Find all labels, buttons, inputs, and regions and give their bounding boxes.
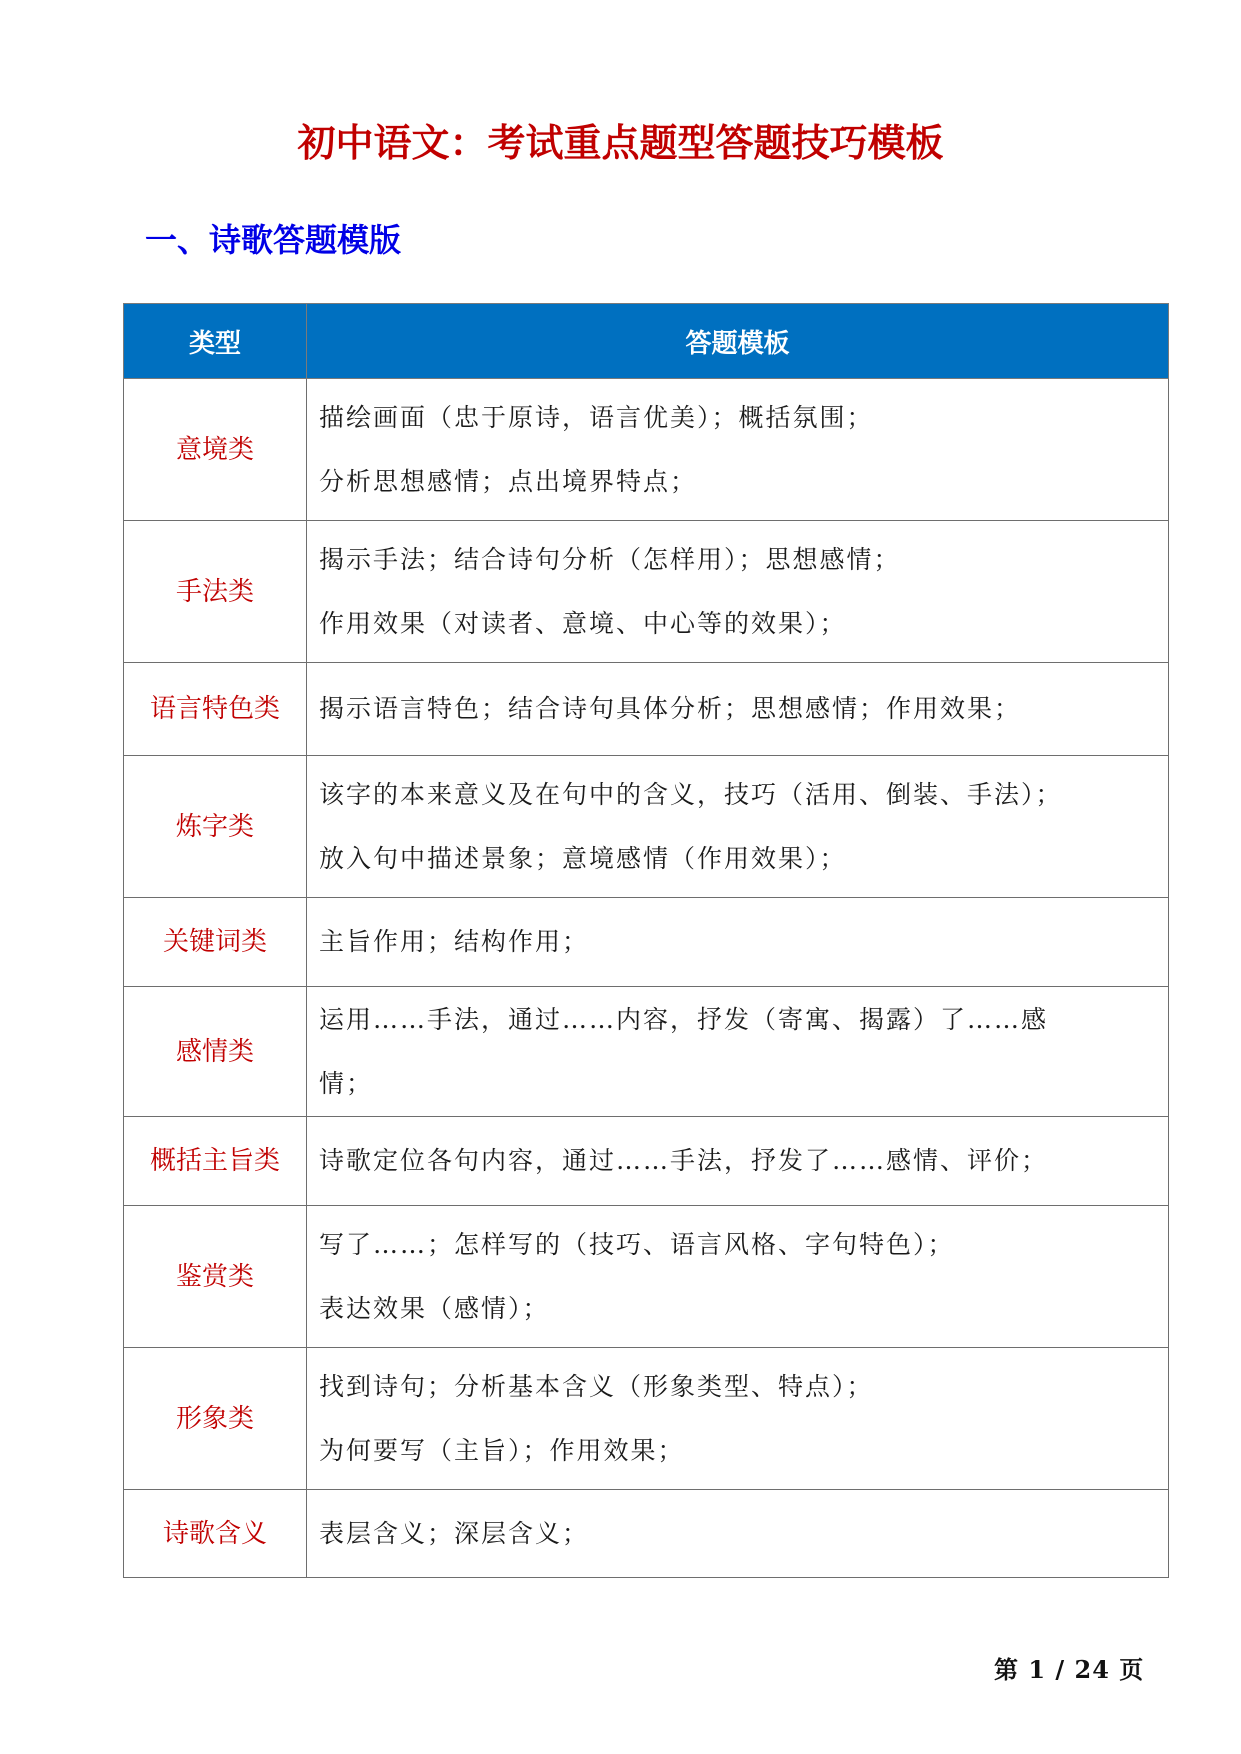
- row-content: [307, 898, 1169, 987]
- content-line: 揭示手法；结合诗句分析（怎样用）；思想感情；: [319, 544, 901, 574]
- row-type: 语言特色类: [124, 663, 307, 756]
- table-row: [124, 1117, 1169, 1206]
- row-type: 形象类: [124, 1348, 307, 1490]
- content-line: 揭示语言特色；结合诗句具体分析；思想感情；作用效果；: [319, 694, 1022, 723]
- table-row: [124, 898, 1169, 987]
- header-template: 答题模板: [307, 304, 1169, 379]
- table-row: [124, 1206, 1169, 1348]
- row-type: 诗歌含义: [124, 1490, 307, 1578]
- row-type: 关键词类: [124, 898, 307, 987]
- table-row: [124, 987, 1169, 1117]
- row-content: [307, 1490, 1169, 1578]
- row-type: 炼字类: [124, 756, 307, 898]
- section-title: 一、诗歌答题模版: [145, 221, 402, 259]
- row-content: [307, 1206, 1169, 1348]
- table-row: [124, 1490, 1169, 1578]
- content-line: 找到诗句；分析基本含义（形象类型、特点）；: [319, 1371, 874, 1401]
- content-line: 诗歌定位各句内容，通过……手法，抒发了……感情、评价；: [319, 1146, 1049, 1175]
- content-line: 情；: [319, 1068, 374, 1098]
- row-type: 鉴赏类: [124, 1206, 307, 1348]
- page-number: 第 1 / 24 页: [994, 1655, 1145, 1684]
- table-header-row: [124, 304, 1169, 379]
- table-row: [124, 521, 1169, 663]
- content-line: 运用……手法，通过……内容，抒发（寄寓、揭露）了……感: [319, 1004, 1049, 1034]
- row-type: 意境类: [124, 379, 307, 521]
- table-row: [124, 379, 1169, 521]
- row-type: 感情类: [124, 987, 307, 1117]
- answer-template-table: [123, 303, 1169, 1578]
- table-row: [124, 756, 1169, 898]
- row-type: 手法类: [124, 521, 307, 663]
- document-title: 初中语文：考试重点题型答题技巧模板: [297, 120, 944, 165]
- row-content: [307, 521, 1169, 663]
- content-line: 作用效果（对读者、意境、中心等的效果）；: [319, 608, 847, 638]
- content-line: 为何要写（主旨）；作用效果；: [319, 1435, 685, 1465]
- row-content: [307, 987, 1169, 1117]
- table-row: [124, 663, 1169, 756]
- row-content: [307, 663, 1169, 756]
- content-line: 放入句中描述景象；意境感情（作用效果）；: [319, 843, 847, 873]
- row-content: [307, 1117, 1169, 1206]
- content-line: 该字的本来意义及在句中的含义，技巧（活用、倒装、手法）；: [319, 779, 1063, 809]
- content-line: 写了……；怎样写的（技巧、语言风格、字句特色）；: [319, 1229, 955, 1259]
- content-line: 表层含义；深层含义；: [319, 1518, 590, 1548]
- content-line: 表达效果（感情）；: [319, 1293, 550, 1323]
- row-type: 概括主旨类: [124, 1117, 307, 1206]
- table-row: [124, 1348, 1169, 1490]
- header-type: 类型: [124, 304, 307, 379]
- row-content: [307, 1348, 1169, 1490]
- row-content: [307, 756, 1169, 898]
- row-content: [307, 379, 1169, 521]
- content-line: 分析思想感情；点出境界特点；: [319, 466, 698, 496]
- content-line: 主旨作用；结构作用；: [319, 927, 590, 956]
- content-line: 描绘画面（忠于原诗，语言优美）；概括氛围；: [319, 402, 874, 432]
